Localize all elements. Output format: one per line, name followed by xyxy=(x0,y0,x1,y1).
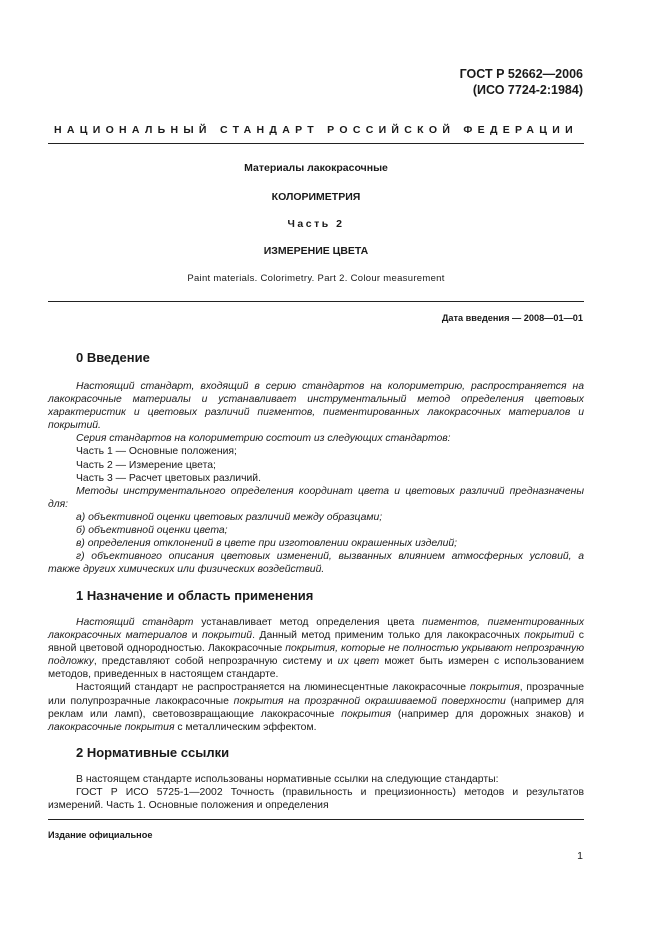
part-1-item: Часть 1 — Основные положения; xyxy=(76,446,237,458)
section-1-body xyxy=(48,616,584,734)
section-1-heading: 1 Назначение и область применения xyxy=(76,588,314,603)
title-measurement: ИЗМЕРЕНИЕ ЦВЕТА xyxy=(263,245,369,257)
list-item-b: б) объективной оценки цвета; xyxy=(76,525,228,537)
title-materials: Материалы лакокрасочные xyxy=(244,162,388,174)
part-2-item: Часть 2 — Измерение цвета; xyxy=(76,459,216,471)
references-intro: В настоящем стандарте использованы нормативные ссылки на следующие стандарты: xyxy=(76,774,499,785)
part-3-item: Часть 3 — Расчет цветовых различий. xyxy=(76,472,261,484)
official-edition-label: Издание официальное xyxy=(48,830,153,840)
list-item-v: в) определения отклонений в цвете при изготовлении окрашенных изделий; xyxy=(76,538,458,550)
title-rule xyxy=(48,301,584,302)
standard-code-block xyxy=(460,66,583,98)
english-title: Paint materials. Colorimetry. Part 2. Colour measurement xyxy=(187,273,445,284)
list-item-g: г) объективного описания цветовых изменений, вызванных влиянием атмосферных условий, а также других химических или физических воздействий. xyxy=(48,551,584,576)
standard-code: ГОСТ Р 52662—2006 xyxy=(459,67,583,81)
list-item-a: а) объективной оценки цветовых различий между образцами; xyxy=(76,511,383,523)
section-2-body xyxy=(48,773,584,812)
footer-rule xyxy=(48,819,584,820)
section-2-heading: 2 Нормативные ссылки xyxy=(76,745,230,760)
iso-code: (ИСО 7724-2:1984) xyxy=(472,83,583,97)
title-part: Часть 2 xyxy=(287,218,345,230)
title-colorimetry: КОЛОРИМЕТРИЯ xyxy=(271,191,361,203)
national-standard-heading: НАЦИОНАЛЬНЫЙ СТАНДАРТ РОССИЙСКОЙ ФЕДЕРАЦИИ xyxy=(54,124,578,136)
scope-paragraph-2: Настоящий стандарт не распространяется на люминесцентные лакокрасочные покрытия, прозрачные или полупрозрачные лакокрасочные покрытия на прозрачной окрашиваемой поверхности (например для реклам или ламп), световозвращающие лакокрасочные покрытия (например для дорожных знаков) и лакокрасочные покрытия с металлическим эффектом. xyxy=(48,682,584,733)
section-0-heading: 0 Введение xyxy=(76,350,150,365)
methods-paragraph: Методы инструментального определения координат цвета и цветовых различий предназначены для: xyxy=(48,485,584,510)
introduction-date: Дата введения — 2008—01—01 xyxy=(441,313,583,323)
page-number: 1 xyxy=(577,850,583,862)
series-paragraph: Серия стандартов на колориметрию состоит из следующих стандартов: xyxy=(76,433,451,445)
section-0-body xyxy=(48,380,584,576)
reference-gost-5725: ГОСТ Р ИСО 5725-1—2002 Точность (правильность и прецизионность) методов и результатов измерений. Часть 1. Основные положения и определения xyxy=(48,787,584,812)
header-rule xyxy=(48,143,584,144)
intro-paragraph: Настоящий стандарт, входящий в серию стандартов на колориметрию, распространяется на лакокрасочные материалы и устанавливает инструментальный метод определения цветовых характеристик и цветовых различий пигментов, пигментированных лакокрасочных материалов и покрытий. xyxy=(48,381,584,432)
scope-paragraph-1: Настоящий стандарт устанавливает метод определения цвета пигментов, пигментированных лакокрасочных материалов и покрытий. Данный метод применим только для лакокрасочных покрытий с явной цветовой однородностью. Лакокрасочные покрытия, которые не полностью укрывают непрозрачную подложку, представляют собой непрозрачную систему и их цвет может быть измерен с использованием методов, приведенных в настоящем стандарте. xyxy=(48,617,585,681)
